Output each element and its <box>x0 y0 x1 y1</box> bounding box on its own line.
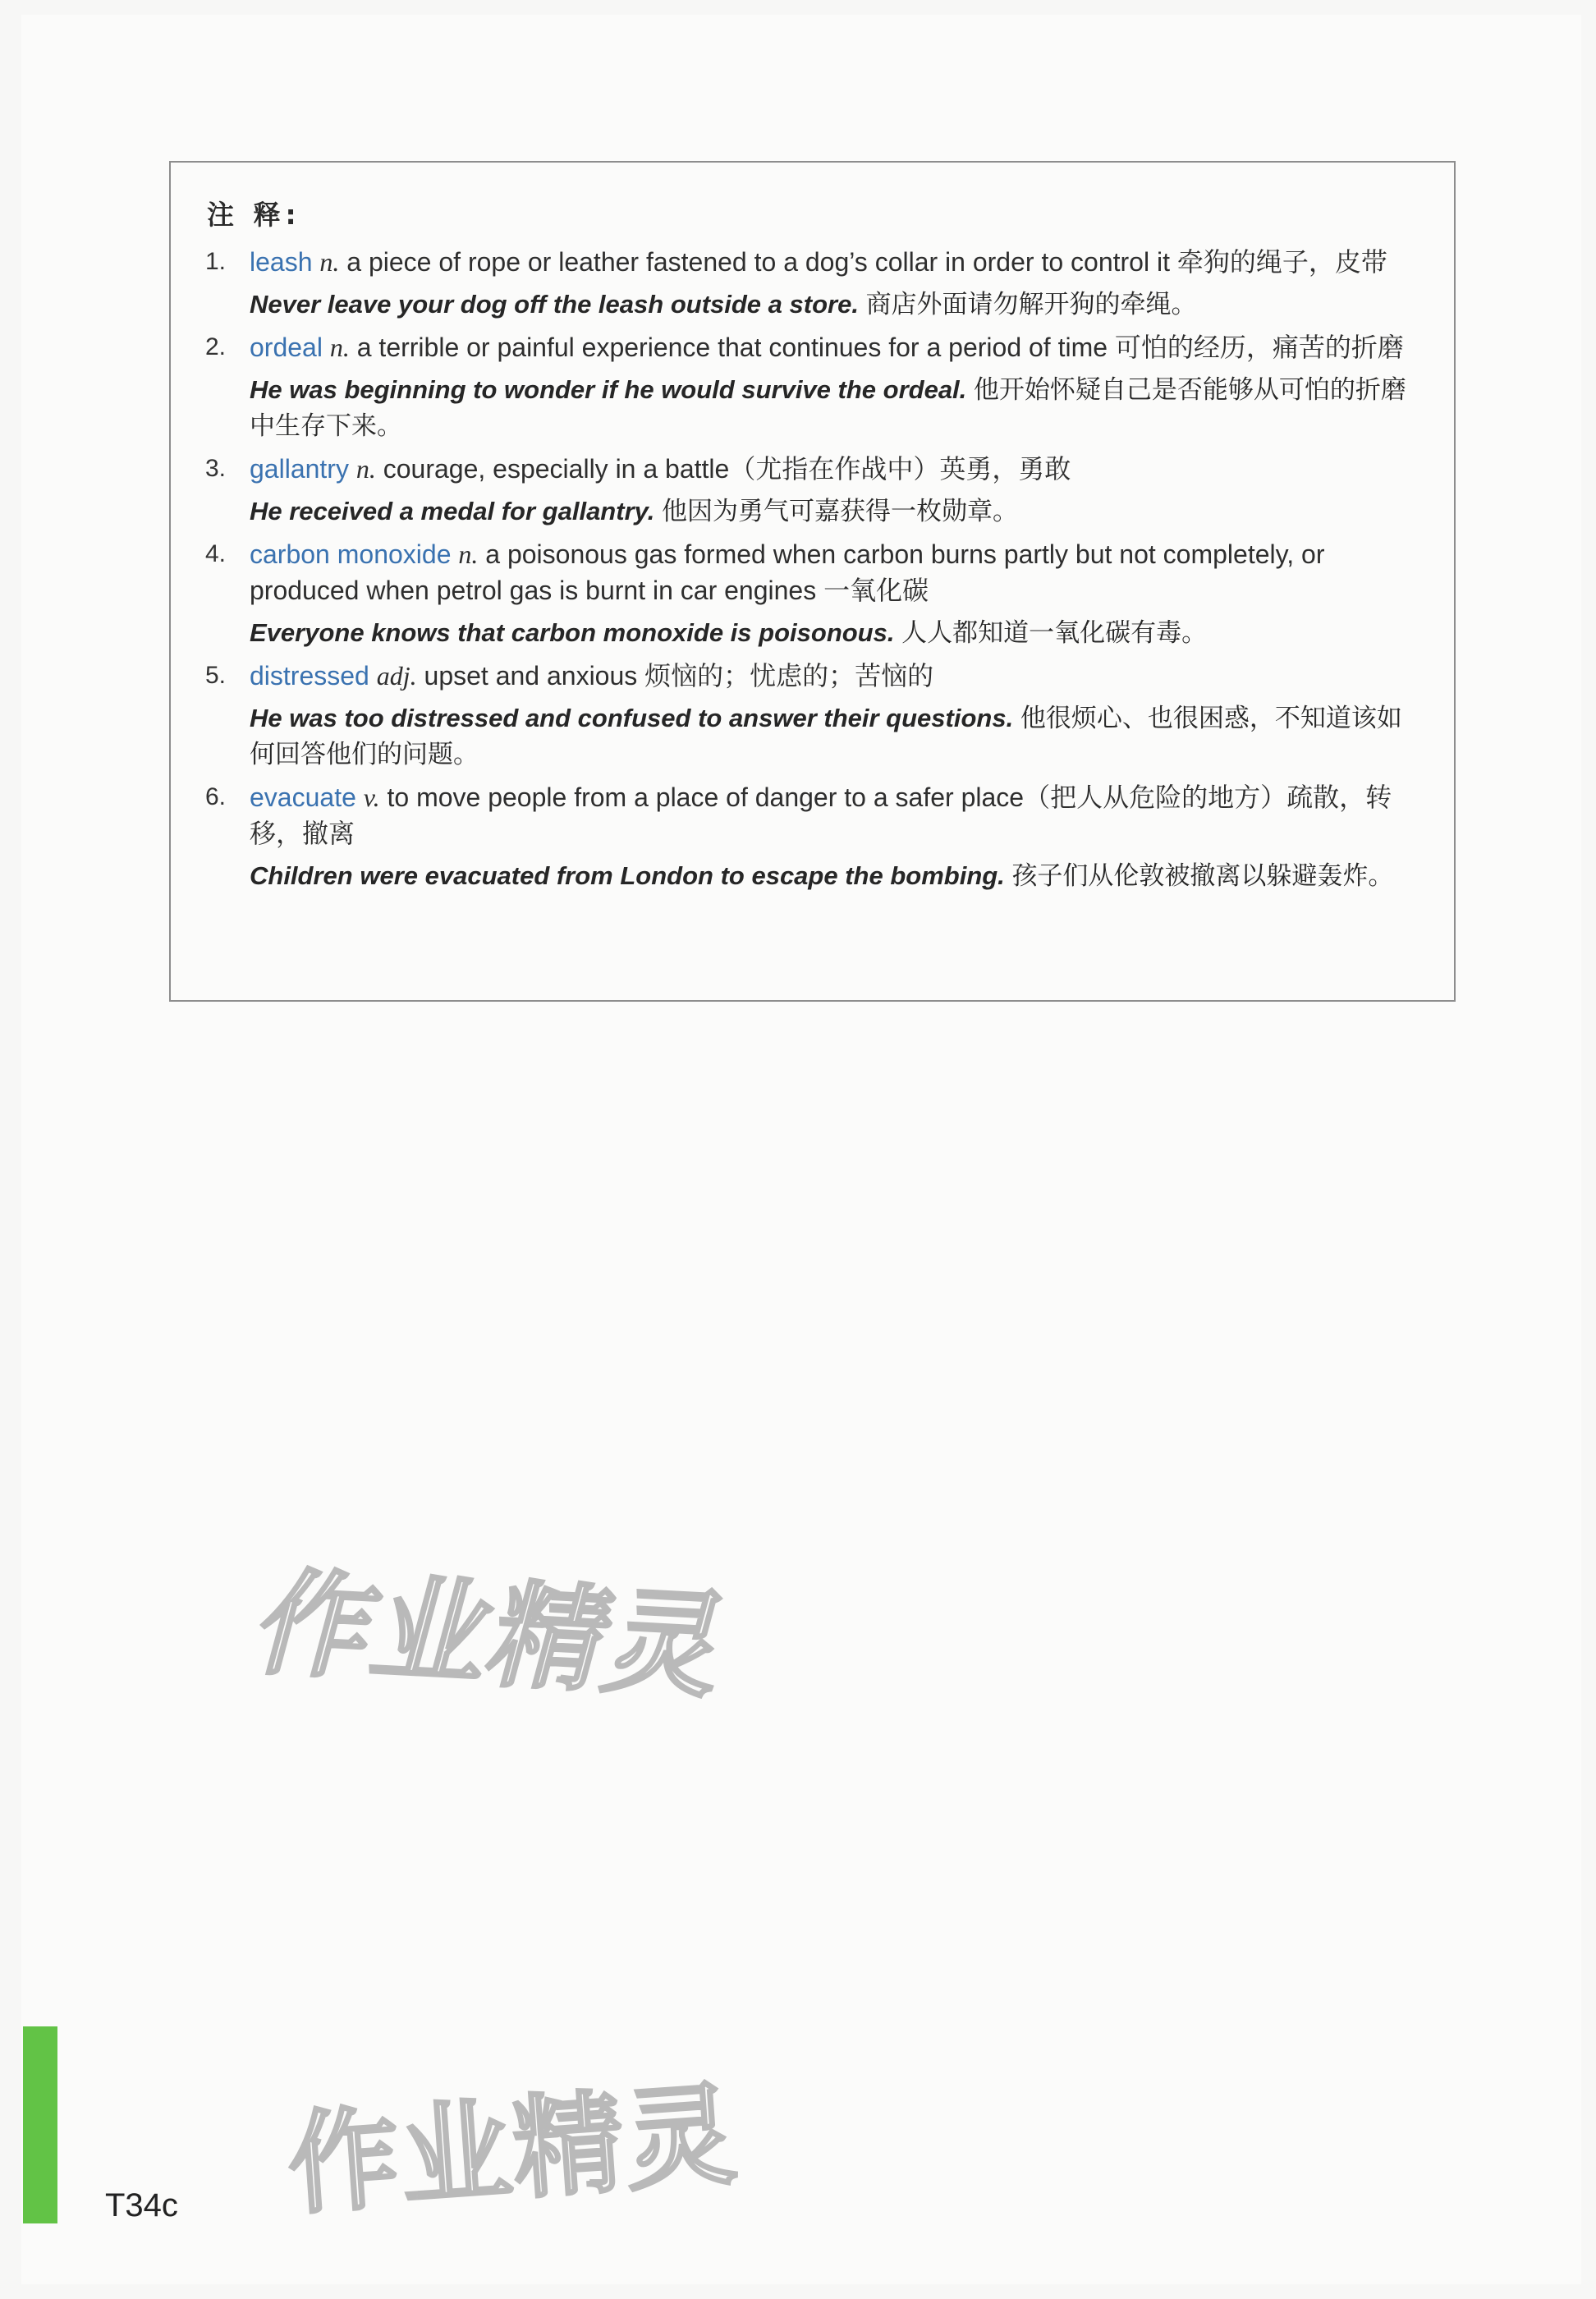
headword: ordeal <box>250 333 323 362</box>
note-entry-carbon-monoxide <box>205 536 1410 651</box>
example-chinese: 他开始怀疑自己是否能够从可怕的折磨中生存下来。 <box>250 375 1406 440</box>
example-english: He was beginning to wonder if he would survive the ordeal. <box>250 375 967 404</box>
example-english: Children were evacuated from London to escape the bombing. <box>250 861 1005 890</box>
example-english: He was too distressed and confused to answer their questions. <box>250 704 1014 732</box>
entry-number: 4. <box>205 540 227 567</box>
entry-definition-line <box>250 244 1410 280</box>
entry-definition-line <box>250 536 1410 608</box>
entry-definition-line <box>250 451 1410 487</box>
part-of-speech: n. <box>355 454 376 484</box>
entry-number: 6. <box>205 783 227 810</box>
entry-number: 2. <box>205 333 227 360</box>
example-english: He received a medal for gallantry. <box>250 497 655 525</box>
watermark: 作业精灵 <box>283 2070 742 2230</box>
example-chinese: 商店外面请勿解开狗的牵绳。 <box>865 290 1197 319</box>
notes-box <box>169 161 1456 1002</box>
part-of-speech: n. <box>458 539 479 569</box>
headword: evacuate <box>250 782 356 812</box>
part-of-speech: adj. <box>376 661 417 691</box>
watermark: 作业精灵 <box>242 1558 745 1714</box>
entry-number: 3. <box>205 455 227 482</box>
part-of-speech: n. <box>319 247 340 277</box>
definition-text: a poisonous gas formed when carbon burns partly but not completely, or produced when petrol gas is burnt in car engines 一氧化碳 <box>250 539 1325 605</box>
headword: gallantry <box>250 454 349 484</box>
example-sentence <box>250 493 1410 530</box>
example-sentence <box>250 287 1410 323</box>
entry-number: 1. <box>205 248 227 275</box>
notes-heading: 注 释: <box>207 199 301 231</box>
example-sentence <box>250 858 1410 894</box>
example-chinese: 他因为勇气可嘉获得一枚勋章。 <box>661 497 1018 525</box>
part-of-speech: v. <box>363 782 380 812</box>
part-of-speech: n. <box>329 333 350 362</box>
example-sentence <box>250 372 1410 444</box>
definition-text: a terrible or painful experience that continues for a period of time 可怕的经历，痛苦的折磨 <box>356 333 1404 362</box>
example-chinese: 他很烦心、也很困惑，不知道该如何回答他们的问题。 <box>250 704 1402 769</box>
entry-number: 5. <box>205 662 227 689</box>
note-entry-distressed <box>205 658 1410 773</box>
green-side-tab <box>23 2026 57 2223</box>
example-chinese: 孩子们从伦敦被撤离以躲避轰炸。 <box>1011 861 1394 890</box>
entry-definition-line <box>250 779 1410 851</box>
example-sentence <box>250 700 1410 773</box>
example-sentence <box>250 615 1410 651</box>
entry-definition-line <box>250 329 1410 365</box>
example-english: Never leave your dog off the leash outside a store. <box>250 290 859 319</box>
example-chinese: 人人都知道一氧化碳有毒。 <box>901 618 1208 647</box>
note-entry-ordeal <box>205 329 1410 444</box>
page-label: T34c <box>105 2187 178 2223</box>
definition-text: upset and anxious 烦恼的；忧虑的；苦恼的 <box>424 661 934 691</box>
definition-text: to move people from a place of danger to a safer place（把人从危险的地方）疏散，转移，撤离 <box>250 782 1392 848</box>
definition-text: courage, especially in a battle（尤指在作战中）英勇，勇敢 <box>383 454 1071 484</box>
note-entry-gallantry <box>205 451 1410 530</box>
headword: distressed <box>250 661 369 691</box>
headword: carbon monoxide <box>250 539 452 569</box>
headword: leash <box>250 247 313 277</box>
note-entry-leash <box>205 244 1410 323</box>
note-entry-evacuate <box>205 779 1410 894</box>
definition-text: a piece of rope or leather fastened to a dog’s collar in order to control it 牵狗的绳子，皮带 <box>346 247 1387 277</box>
example-english: Everyone knows that carbon monoxide is poisonous. <box>250 618 895 647</box>
entry-definition-line <box>250 658 1410 694</box>
